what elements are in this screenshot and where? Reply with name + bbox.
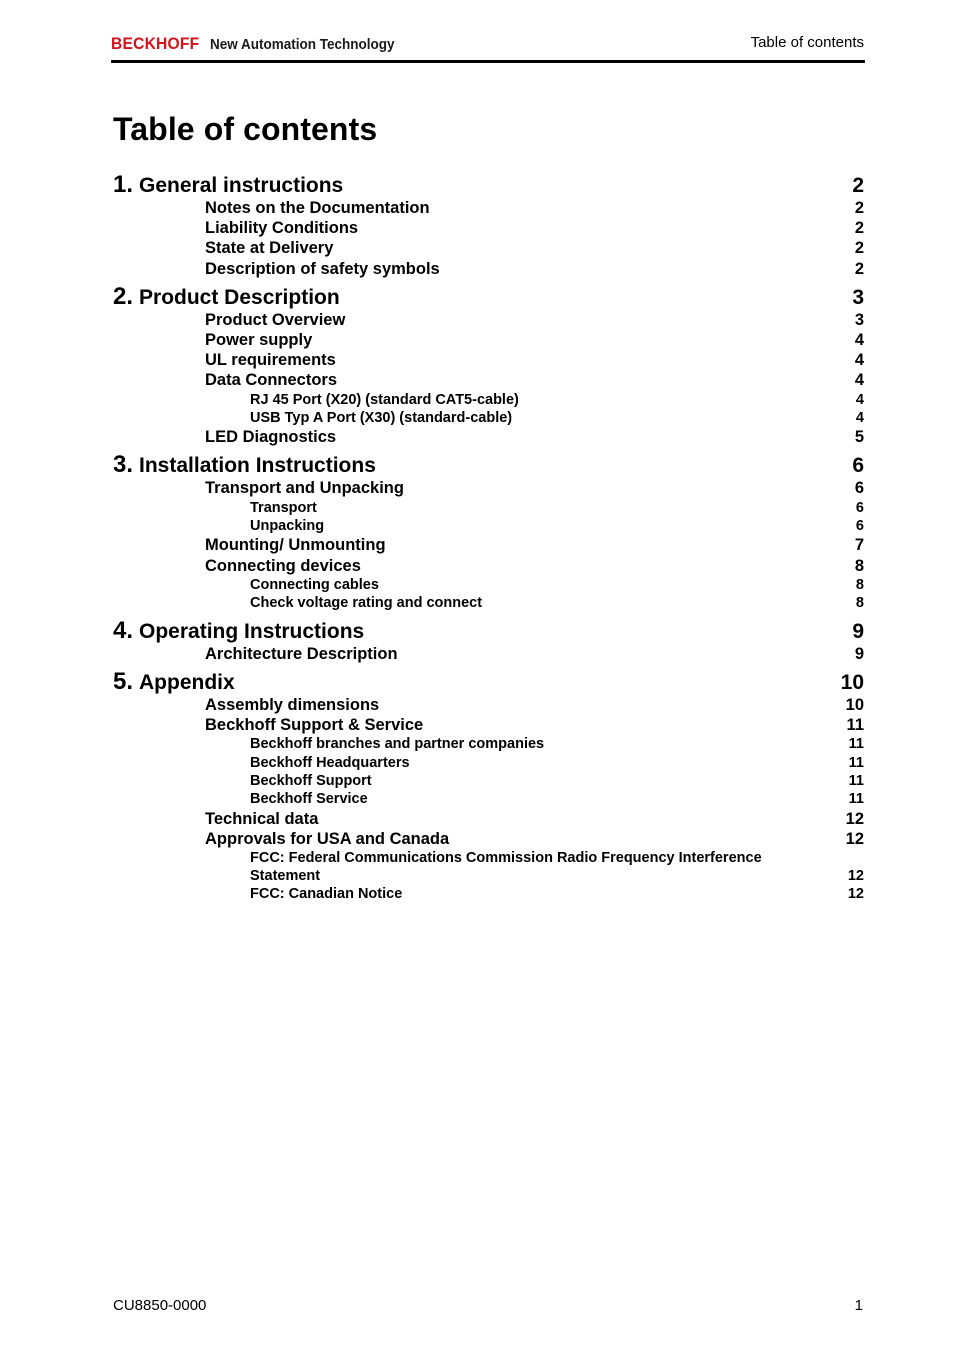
toc-page-number: 11 — [848, 736, 864, 753]
logo-brand: BECKHOFF — [111, 34, 200, 53]
toc-subsection-row[interactable] — [113, 849, 864, 885]
toc-page-number: 10 — [840, 670, 864, 694]
toc-section-row[interactable] — [113, 695, 864, 715]
logo-tagline: New Automation Technology — [209, 36, 394, 53]
toc-section-row[interactable] — [113, 715, 864, 735]
toc-page-number: 9 — [852, 619, 864, 643]
toc-chapter-number: 2. — [113, 282, 134, 310]
toc-section-title: Assembly dimensions — [205, 695, 380, 714]
toc-chapter-heading — [113, 669, 235, 696]
toc-section-row[interactable] — [113, 330, 864, 350]
toc-chapter-heading — [113, 172, 343, 199]
page-title: Table of contents — [113, 111, 378, 147]
toc-chapter-row[interactable] — [113, 172, 864, 198]
toc-chapter-number: 4. — [113, 616, 134, 644]
toc-page-number: 11 — [848, 791, 864, 808]
toc-chapter-title: Product Description — [139, 285, 340, 309]
toc-subsection-row[interactable] — [113, 517, 864, 535]
toc-chapter-row[interactable] — [113, 452, 864, 478]
page-header — [111, 30, 865, 64]
toc-page-number: 4 — [854, 371, 864, 390]
toc-subsection-title: USB Typ A Port (X30) (standard-cable) — [250, 409, 513, 426]
toc-section-title: Transport and Unpacking — [205, 479, 404, 498]
toc-page-number: 4 — [854, 351, 864, 370]
toc-section-row[interactable] — [113, 198, 864, 218]
toc-section-title: Liability Conditions — [205, 219, 359, 238]
toc-section-title: LED Diagnostics — [205, 428, 337, 447]
toc-section-row[interactable] — [113, 238, 864, 258]
toc-subsection-row[interactable] — [113, 499, 864, 517]
toc-subsection-title: Unpacking — [250, 518, 325, 535]
toc-chapter-heading — [113, 284, 340, 311]
toc-subsection-title: Beckhoff Headquarters — [250, 754, 410, 771]
toc-page-number: 8 — [855, 576, 864, 593]
header-divider — [111, 60, 865, 63]
toc-page-number: 6 — [855, 499, 864, 516]
toc-chapter-row[interactable] — [113, 669, 864, 695]
toc-page-number: 4 — [855, 391, 864, 408]
toc-chapter-title: Installation Instructions — [139, 454, 376, 478]
toc-section-title: State at Delivery — [205, 239, 334, 258]
toc-page-number: 6 — [854, 479, 864, 498]
toc-subsection-row[interactable] — [113, 885, 864, 903]
toc-page-number: 12 — [847, 886, 864, 903]
toc-page-number: 11 — [846, 715, 864, 734]
toc-subsection-title: Connecting cables — [250, 576, 379, 593]
toc-page-number: 11 — [848, 754, 864, 771]
toc-section-title: Beckhoff Support & Service — [205, 715, 424, 734]
toc-page-number: 2 — [854, 259, 864, 278]
toc-section-row[interactable] — [113, 644, 864, 664]
toc-section-title: Approvals for USA and Canada — [205, 829, 450, 848]
toc-section-title: Description of safety symbols — [205, 259, 440, 278]
toc-section-title: Power supply — [205, 330, 313, 349]
toc-subsection-title: Transport — [250, 499, 317, 516]
toc-section-row[interactable] — [113, 535, 864, 555]
toc-section-row[interactable] — [113, 259, 864, 279]
toc-section-row[interactable] — [113, 370, 864, 390]
toc-section-title: Data Connectors — [205, 371, 338, 390]
toc-subsection-row[interactable] — [113, 754, 864, 772]
toc-page-number: 7 — [854, 536, 864, 555]
toc-subsection-row[interactable] — [113, 735, 864, 753]
toc-section-row[interactable] — [113, 310, 864, 330]
toc-page-number: 12 — [845, 809, 864, 828]
beckhoff-logo — [111, 34, 415, 54]
toc-chapter-title: Appendix — [139, 670, 235, 694]
toc-section-row[interactable] — [113, 478, 864, 498]
toc-section-row[interactable] — [113, 350, 864, 370]
toc-section-title: Architecture Description — [205, 644, 398, 663]
toc-subsection-title: FCC: Canadian Notice — [250, 886, 403, 903]
footer-doc-id: CU8850-0000 — [113, 1297, 207, 1314]
toc-chapter-number: 1. — [113, 171, 134, 198]
toc-page-number: 11 — [848, 772, 864, 789]
toc-page-number: 6 — [855, 518, 864, 535]
toc-section-title: Product Overview — [205, 310, 346, 329]
toc-subsection-title: RJ 45 Port (X20) (standard CAT5-cable) — [250, 391, 519, 408]
toc-subsection-title: Beckhoff Support — [250, 772, 372, 789]
toc-section-row[interactable] — [113, 809, 864, 829]
toc-section-row[interactable] — [113, 427, 864, 447]
table-of-contents — [113, 172, 864, 903]
toc-subsection-row[interactable] — [113, 409, 864, 427]
toc-section-row[interactable] — [113, 829, 864, 849]
toc-page-number: 10 — [845, 695, 864, 714]
toc-subsection-row[interactable] — [113, 772, 864, 790]
toc-chapter-heading — [113, 452, 376, 479]
toc-chapter-number: 3. — [113, 451, 134, 479]
toc-page-number: 6 — [852, 454, 864, 478]
toc-chapter-row[interactable] — [113, 284, 864, 310]
toc-subsection-row[interactable] — [113, 594, 864, 612]
toc-chapter-title: General instructions — [139, 174, 344, 197]
toc-section-title: Mounting/ Unmounting — [205, 536, 386, 555]
toc-page-number: 9 — [854, 644, 864, 663]
toc-chapter-row[interactable] — [113, 618, 864, 644]
toc-page-number: 12 — [847, 868, 864, 885]
toc-page-number: 2 — [854, 219, 864, 238]
toc-section-title: Notes on the Documentation — [205, 199, 430, 217]
toc-page-number: 4 — [854, 330, 864, 349]
toc-subsection-row[interactable] — [113, 576, 864, 594]
toc-subsection-row[interactable] — [113, 391, 864, 409]
toc-page-number: 4 — [855, 409, 864, 426]
toc-page-number: 8 — [855, 595, 864, 612]
toc-subsection-row[interactable] — [113, 790, 864, 808]
toc-chapter-number: 5. — [113, 667, 134, 695]
toc-chapter-title: Operating Instructions — [139, 619, 365, 643]
toc-subsection-title: Check voltage rating and connect — [250, 595, 483, 612]
toc-subsection-title: Beckhoff Service — [250, 791, 368, 808]
toc-section-title: Technical data — [205, 809, 319, 828]
toc-section-title: UL requirements — [205, 351, 336, 370]
toc-page-number: 8 — [854, 556, 864, 575]
toc-page-number: 3 — [854, 310, 864, 329]
toc-page-number: 5 — [854, 428, 864, 447]
toc-page-number: 2 — [854, 199, 864, 217]
toc-subsection-title: FCC: Federal Communications Commission Radio Frequency Interference Statement — [250, 850, 762, 885]
toc-section-row[interactable] — [113, 218, 864, 238]
toc-page-number: 2 — [854, 239, 864, 258]
toc-page-number: 2 — [852, 174, 864, 197]
toc-page-number: 12 — [845, 829, 864, 848]
toc-page-number: 3 — [852, 285, 864, 309]
header-section-title: Table of contents — [750, 34, 864, 51]
toc-subsection-title: Beckhoff branches and partner companies — [250, 736, 545, 753]
footer-page-number: 1 — [854, 1297, 863, 1314]
toc-section-title: Connecting devices — [205, 556, 361, 575]
toc-chapter-heading — [113, 618, 364, 645]
toc-section-row[interactable] — [113, 556, 864, 576]
